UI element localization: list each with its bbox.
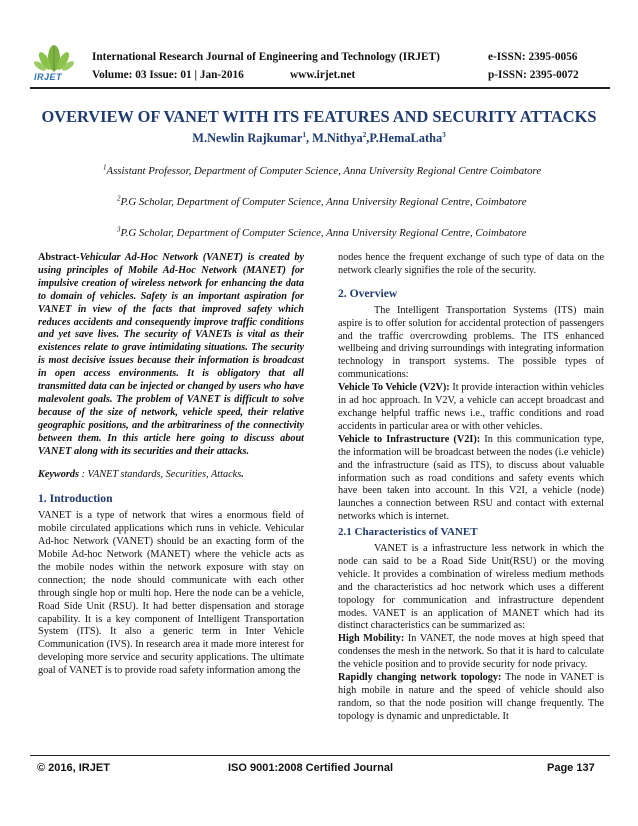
v2i-paragraph — [338, 434, 604, 524]
keywords-lead: Keywords — [38, 468, 79, 480]
keywords — [38, 469, 304, 482]
affiliation-1 — [103, 165, 541, 177]
author: P.HemaLatha — [369, 131, 443, 145]
footer-rule — [30, 755, 610, 756]
aff-sup: 1 — [103, 163, 107, 172]
paper-authors — [0, 131, 638, 146]
characteristics-text: VANET is a infrastructure less network in which the node can said to be a Road Side Unit(RSU) or the moving vehicle. It provides a combination of wireless medium methods and the characteristics ad hoc network which uses a different topology for communication and infrastructure dependent modes. VANET is an application of MANET which had its distinct characteristics can be summarized as: — [338, 543, 604, 632]
keywords-text: : VANET standards, Securities, Attacks — [79, 468, 242, 480]
footer-copyright: © 2016, IRJET — [37, 762, 110, 774]
eissn: e-ISSN: 2395-0056 — [488, 51, 578, 63]
v2v-text: It provide interaction within vehicles in ad hoc approach. In V2V, a vehicle can accept broadcast and exchange helpful traffic news i.e., traffic conditions and road accidents in particular area or with other vehicles. — [338, 382, 604, 432]
author: M.Newlin Rajkumar — [192, 131, 303, 145]
topology-text: The node in VANET is high mobile in nature and the speed of vehicle should also random, so that the node position will change frequently. The topology is dynamic and unpredictable. It — [338, 672, 604, 722]
journal-name: International Research Journal of Engineering and Technology (IRJET) — [92, 51, 440, 63]
abstract — [38, 252, 304, 459]
logo-text: IRJET — [34, 72, 63, 82]
mobility-label: High Mobility: — [338, 633, 405, 645]
author-sup: 3 — [442, 130, 446, 139]
author-sep: , — [366, 131, 370, 145]
aff-text: P.G Scholar, Department of Computer Science, Anna University Regional Centre, Coimbatore — [120, 227, 527, 239]
keywords-end: . — [241, 468, 244, 480]
left-column — [38, 252, 304, 678]
mobility-paragraph — [338, 633, 604, 672]
section-heading-introduction: 1. Introduction — [38, 492, 113, 506]
volume-issue: Volume: 03 Issue: 01 | Jan-2016 — [92, 69, 244, 81]
section-heading-characteristics: 2.1 Characteristics of VANET — [338, 526, 478, 539]
v2v-paragraph — [338, 382, 604, 434]
author-sup: 1 — [302, 130, 306, 139]
mobility-text: In VANET, the node moves at high speed that condenses the mesh in the network. So that it is hard to calculate the vehicle position and to provide security for node privacy. — [338, 633, 604, 671]
section-heading-overview: 2. Overview — [338, 286, 398, 300]
overview-text: The Intelligent Transportation Systems (ITS) main aspire is to offer solution for accidental protection of passengers and the traffic overcrowding problems. The ITS enhanced wellbeing and driving surroundings with integrating information technology in transport systems. The possible types of communications: — [338, 304, 604, 381]
aff-sup: 2 — [117, 194, 121, 203]
pissn: p-ISSN: 2395-0072 — [488, 69, 579, 81]
header-rule — [30, 87, 610, 89]
topology-paragraph — [338, 672, 604, 724]
topology-label: Rapidly changing network topology: — [338, 672, 502, 684]
aff-text: Assistant Professor, Department of Computer Science, Anna University Regional Centre Coimbatore — [106, 165, 542, 177]
journal-website[interactable]: www.irjet.net — [290, 69, 356, 81]
aff-text: P.G Scholar, Department of Computer Science, Anna University Regional Centre, Coimbatore — [120, 196, 527, 208]
continuation-text: nodes hence the frequent exchange of such type of data on the network clearly signifies the role of the security. — [338, 252, 604, 276]
affiliation-3 — [117, 227, 527, 239]
aff-sup: 3 — [117, 225, 121, 234]
v2v-label: Vehicle To Vehicle (V2V): — [338, 382, 450, 394]
footer-iso: ISO 9001:2008 Certified Journal — [228, 762, 394, 774]
right-column — [338, 252, 604, 724]
abstract-text: Vehicular Ad-Hoc Network (VANET) is created by using principles of Mobile Ad-Hoc Network (MANET) for impulsive creation of wireless network for enhancing the data to domain of vehicles. Safety is an important aspiration for VANET in view of the facts that improved safety which reduces accidents and consequently improve traffic conditions and yet save lives. The security of VANETs is vital as their existences relate to grave intimidating situations. The security is most decisive issues because their information is broadcast in open access environments. It is obligatory that all transmitted data can be injected or changed by users who have malevolent goals. The problem of VANET is difficult to solve because of the size of network, vehicle speed, their relative geographic positions, and the arbitrariness of the connectivity between them. In this article here going to discuss about VANET along with its securities and their attacks. — [38, 252, 304, 457]
author: M.Nithya — [312, 131, 363, 145]
affiliation-2 — [117, 196, 527, 208]
author-sep: , — [305, 131, 313, 145]
introduction-text: VANET is a type of network that wires a enormous field of mobile circulated applications which runs in vehicle. Vehicular Ad-hoc Network (VANET) should be an exacting form of the Mobile Ad-hoc Network (MANET) where the vehicle acts as the mobile nodes within the network exposure with stay on connection; the node should communicate with each other through single hop or multi hop. Here the node can be a vehicle, Road Side Unit (RSU). It had better dispensation and storage capability. It is a key component of Intelligent Transportation System (ITS). It also a generic term in Inter Vehicle Communication (IVS). In research area it made more interest for developing more service and security applications. The ultimate goal of VANET is to provide road safety information among the — [38, 510, 304, 677]
v2i-label: Vehicle to Infrastructure (V2I): — [338, 433, 481, 445]
paper-title: OVERVIEW OF VANET WITH ITS FEATURES AND SECURITY ATTACKS — [41, 107, 597, 126]
v2i-text: In this communication type, the information will be broadcast between the nodes (i.e vehicle) and the infrastructure (said as ITS), to discuss about valuable information such as road conditions and safety events which have been taken into account. In this V2I, a vehicle (node) launches a connection between RSU and contact with external networks which is internet. — [338, 433, 604, 523]
footer-page-number: Page 137 — [547, 762, 595, 774]
author-sup: 2 — [362, 130, 367, 139]
abstract-lead: Abstract- — [38, 252, 80, 263]
